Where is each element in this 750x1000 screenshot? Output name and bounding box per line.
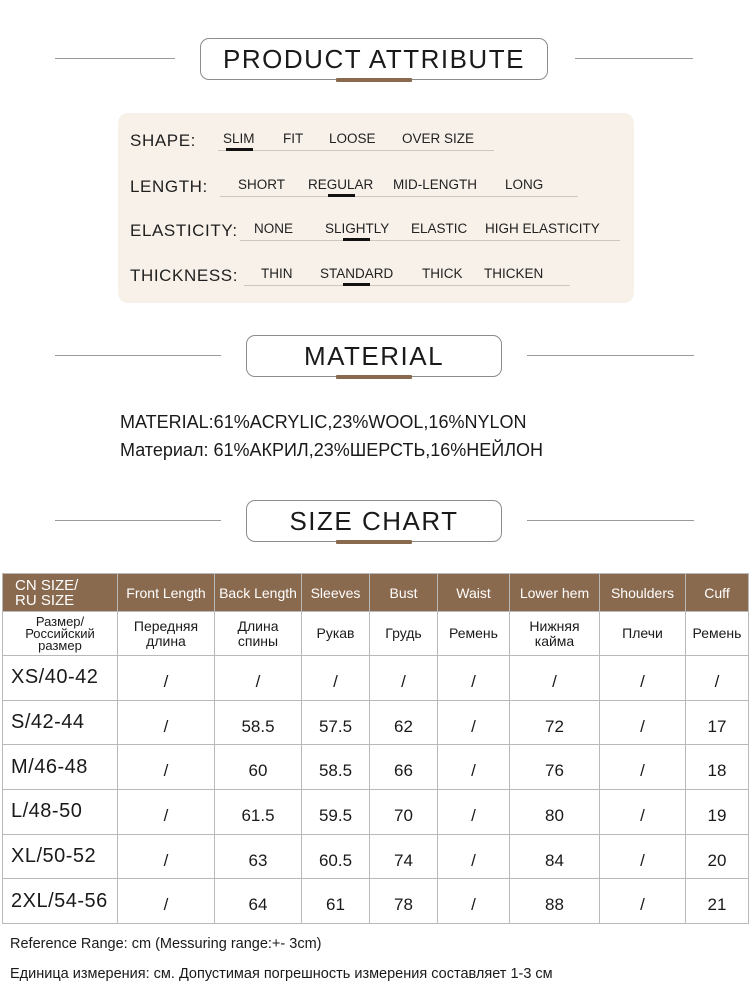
column-header-ru: Передняя длина <box>118 612 215 656</box>
attribute-option: LOOSE <box>329 131 376 146</box>
table-row <box>3 745 749 790</box>
divider-line-left <box>55 355 221 356</box>
section-title: SIZE CHART <box>246 500 502 542</box>
table-cell: 72 <box>510 700 600 745</box>
table-cell: / <box>600 834 686 879</box>
table-cell: 63 <box>215 834 302 879</box>
table-cell: 19 <box>686 790 749 835</box>
attribute-label: SHAPE: <box>130 131 196 150</box>
table-cell: 70 <box>370 790 438 835</box>
table-cell: 80 <box>510 790 600 835</box>
selected-marker <box>343 283 370 286</box>
column-header-ru: Грудь <box>370 612 438 656</box>
column-header-ru: Нижняя кайма <box>510 612 600 656</box>
attribute-option: THICKEN <box>484 266 544 281</box>
attribute-baseline <box>244 285 570 286</box>
table-cell: / <box>686 656 749 701</box>
title-accent-bar <box>336 540 412 544</box>
table-cell: / <box>118 656 215 701</box>
table-cell: 61.5 <box>215 790 302 835</box>
table-cell: 66 <box>370 745 438 790</box>
attribute-option: NONE <box>254 221 294 236</box>
section-title: PRODUCT ATTRIBUTE <box>200 38 548 80</box>
size-label-cell: XL/50-52 <box>3 834 118 879</box>
attribute-row-thickness <box>118 258 634 298</box>
table-cell: / <box>438 790 510 835</box>
table-row <box>3 879 749 924</box>
attribute-option: THICK <box>422 266 463 281</box>
table-cell: / <box>438 834 510 879</box>
column-header-ru: Ремень <box>438 612 510 656</box>
column-header: Sleeves <box>302 574 370 612</box>
size-label-cell: L/48-50 <box>3 790 118 835</box>
title-accent-bar <box>336 375 412 379</box>
size-label-cell: S/42-44 <box>3 700 118 745</box>
table-cell: 74 <box>370 834 438 879</box>
divider-line-right <box>527 355 694 356</box>
divider-line-left <box>55 58 175 59</box>
attribute-option: FIT <box>283 131 304 146</box>
attribute-option: THIN <box>261 266 293 281</box>
table-row <box>3 656 749 701</box>
selected-marker <box>343 238 370 241</box>
reference-range-note: Reference Range: cm (Messuring range:+- 3cm) <box>10 936 322 952</box>
attribute-label: LENGTH: <box>130 177 208 196</box>
table-cell: / <box>370 656 438 701</box>
table-cell: 62 <box>370 700 438 745</box>
table-cell: 20 <box>686 834 749 879</box>
table-cell: 58.5 <box>302 745 370 790</box>
table-cell: 78 <box>370 879 438 924</box>
material-composition-ru: Материал: 61%АКРИЛ,23%ШЕРСТЬ,16%НЕЙЛОН <box>120 440 544 460</box>
table-cell: / <box>118 700 215 745</box>
table-cell: / <box>215 656 302 701</box>
table-cell: / <box>600 700 686 745</box>
attribute-option-selected: REGULAR <box>308 177 374 192</box>
column-header-size: CN SIZE/ RU SIZE <box>3 574 118 612</box>
column-header: Lower hem <box>510 574 600 612</box>
selected-marker <box>226 148 253 151</box>
material-composition-en: MATERIAL:61%ACRYLIC,23%WOOL,16%NYLON <box>120 412 527 432</box>
attribute-option: ELASTIC <box>411 221 468 236</box>
column-header: Waist <box>438 574 510 612</box>
table-header-row-ru <box>3 612 749 656</box>
size-label-cell: 2XL/54-56 <box>3 879 118 924</box>
table-cell: 58.5 <box>215 700 302 745</box>
column-header: Back Length <box>215 574 302 612</box>
table-cell: / <box>600 790 686 835</box>
column-header-ru: Размер/ Российский размер <box>3 612 118 656</box>
table-cell: 61 <box>302 879 370 924</box>
attribute-option-selected: SLIM <box>223 131 255 146</box>
table-cell: 21 <box>686 879 749 924</box>
table-row <box>3 790 749 835</box>
column-header-ru: Ремень <box>686 612 749 656</box>
table-cell: 57.5 <box>302 700 370 745</box>
section-title: MATERIAL <box>246 335 502 377</box>
attribute-baseline <box>240 240 620 241</box>
table-cell: 76 <box>510 745 600 790</box>
table-row <box>3 700 749 745</box>
attribute-label: THICKNESS: <box>130 266 239 285</box>
attribute-option: HIGH ELASTICITY <box>485 221 600 236</box>
column-header: Front Length <box>118 574 215 612</box>
column-header-ru: Рукав <box>302 612 370 656</box>
table-cell: / <box>438 700 510 745</box>
selected-marker <box>328 194 355 197</box>
attribute-baseline <box>220 196 578 197</box>
title-accent-bar <box>336 78 412 82</box>
size-chart-table <box>2 573 749 924</box>
table-cell: 88 <box>510 879 600 924</box>
divider-line-left <box>55 520 221 521</box>
attribute-row-shape <box>118 123 634 163</box>
table-row <box>3 834 749 879</box>
attribute-option-selected: SLIGHTLY <box>325 221 390 236</box>
table-header-row-en <box>3 574 749 612</box>
attribute-option: OVER SIZE <box>402 131 475 146</box>
table-cell: 59.5 <box>302 790 370 835</box>
table-cell: 64 <box>215 879 302 924</box>
table-cell: / <box>510 656 600 701</box>
table-cell: / <box>600 879 686 924</box>
attribute-option: SHORT <box>238 177 286 192</box>
table-cell: 84 <box>510 834 600 879</box>
table-cell: / <box>438 879 510 924</box>
divider-line-right <box>527 520 694 521</box>
size-label-cell: M/46-48 <box>3 745 118 790</box>
table-cell: / <box>438 745 510 790</box>
table-cell: / <box>118 745 215 790</box>
table-cell: / <box>302 656 370 701</box>
attribute-option-selected: STANDARD <box>320 266 394 281</box>
table-cell: / <box>118 834 215 879</box>
attribute-row-length <box>118 169 634 209</box>
attribute-option: LONG <box>505 177 544 192</box>
column-header: Shoulders <box>600 574 686 612</box>
column-header: Cuff <box>686 574 749 612</box>
column-header-ru: Длина спины <box>215 612 302 656</box>
divider-line-right <box>575 58 693 59</box>
attribute-label: ELASTICITY: <box>130 221 238 240</box>
column-header-ru: Плечи <box>600 612 686 656</box>
attribute-baseline <box>218 150 494 151</box>
column-header: Bust <box>370 574 438 612</box>
table-cell: / <box>600 745 686 790</box>
table-cell: 17 <box>686 700 749 745</box>
attribute-panel <box>118 113 634 303</box>
attribute-option: MID-LENGTH <box>393 177 477 192</box>
table-cell: 18 <box>686 745 749 790</box>
table-cell: / <box>600 656 686 701</box>
measurement-note-ru: Единица измерения: см. Допустимая погрешность измерения составляет 1-3 см <box>10 966 553 982</box>
attribute-row-elasticity <box>118 213 634 253</box>
table-cell: / <box>118 790 215 835</box>
size-label-cell: XS/40-42 <box>3 656 118 701</box>
table-cell: / <box>438 656 510 701</box>
table-cell: / <box>118 879 215 924</box>
table-cell: 60.5 <box>302 834 370 879</box>
table-cell: 60 <box>215 745 302 790</box>
